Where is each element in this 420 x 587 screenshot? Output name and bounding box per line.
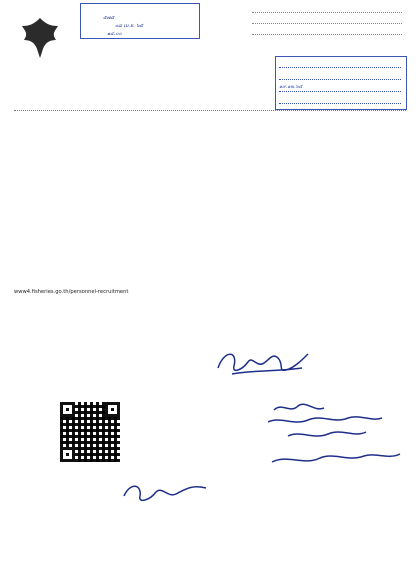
stamp-number-row <box>85 14 114 21</box>
top-right-line-2 <box>252 15 402 24</box>
recruitment-url[interactable]: www4.fisheries.go.th/personnel-recruitment <box>14 289 129 295</box>
header-divider <box>14 110 406 111</box>
stamp-number-value: ๕๗๕ <box>103 15 115 21</box>
handwritten-approvals <box>268 400 408 470</box>
stamp-date-row <box>85 22 143 29</box>
stamp-time-row <box>85 30 122 37</box>
top-right-line-3 <box>252 26 402 35</box>
signature-second <box>120 474 210 506</box>
ref-row <box>14 88 20 95</box>
stamp-right-line-1 <box>279 59 401 68</box>
receiving-stamp <box>80 3 200 39</box>
stamp-date-value: ๐๘ เม.ย. ๖๕ <box>115 23 144 29</box>
signature-main <box>212 340 312 380</box>
top-right-line-1 <box>252 4 402 13</box>
stamp-right-line-4 <box>279 95 401 104</box>
stamp-right-line-2 <box>279 71 401 80</box>
qr-code[interactable] <box>60 402 120 462</box>
receiving-stamp-right <box>275 56 407 110</box>
agency-row <box>14 76 20 83</box>
garuda-emblem-icon <box>14 14 66 62</box>
stamp-time-value: ๑๔.๐๐ <box>107 31 122 37</box>
stamp-right-line-3: ๑๙.๑๒.๖๕ <box>279 83 401 92</box>
date-row <box>172 88 178 95</box>
subject-row <box>14 100 20 107</box>
top-right-receiving-lines <box>252 4 402 37</box>
